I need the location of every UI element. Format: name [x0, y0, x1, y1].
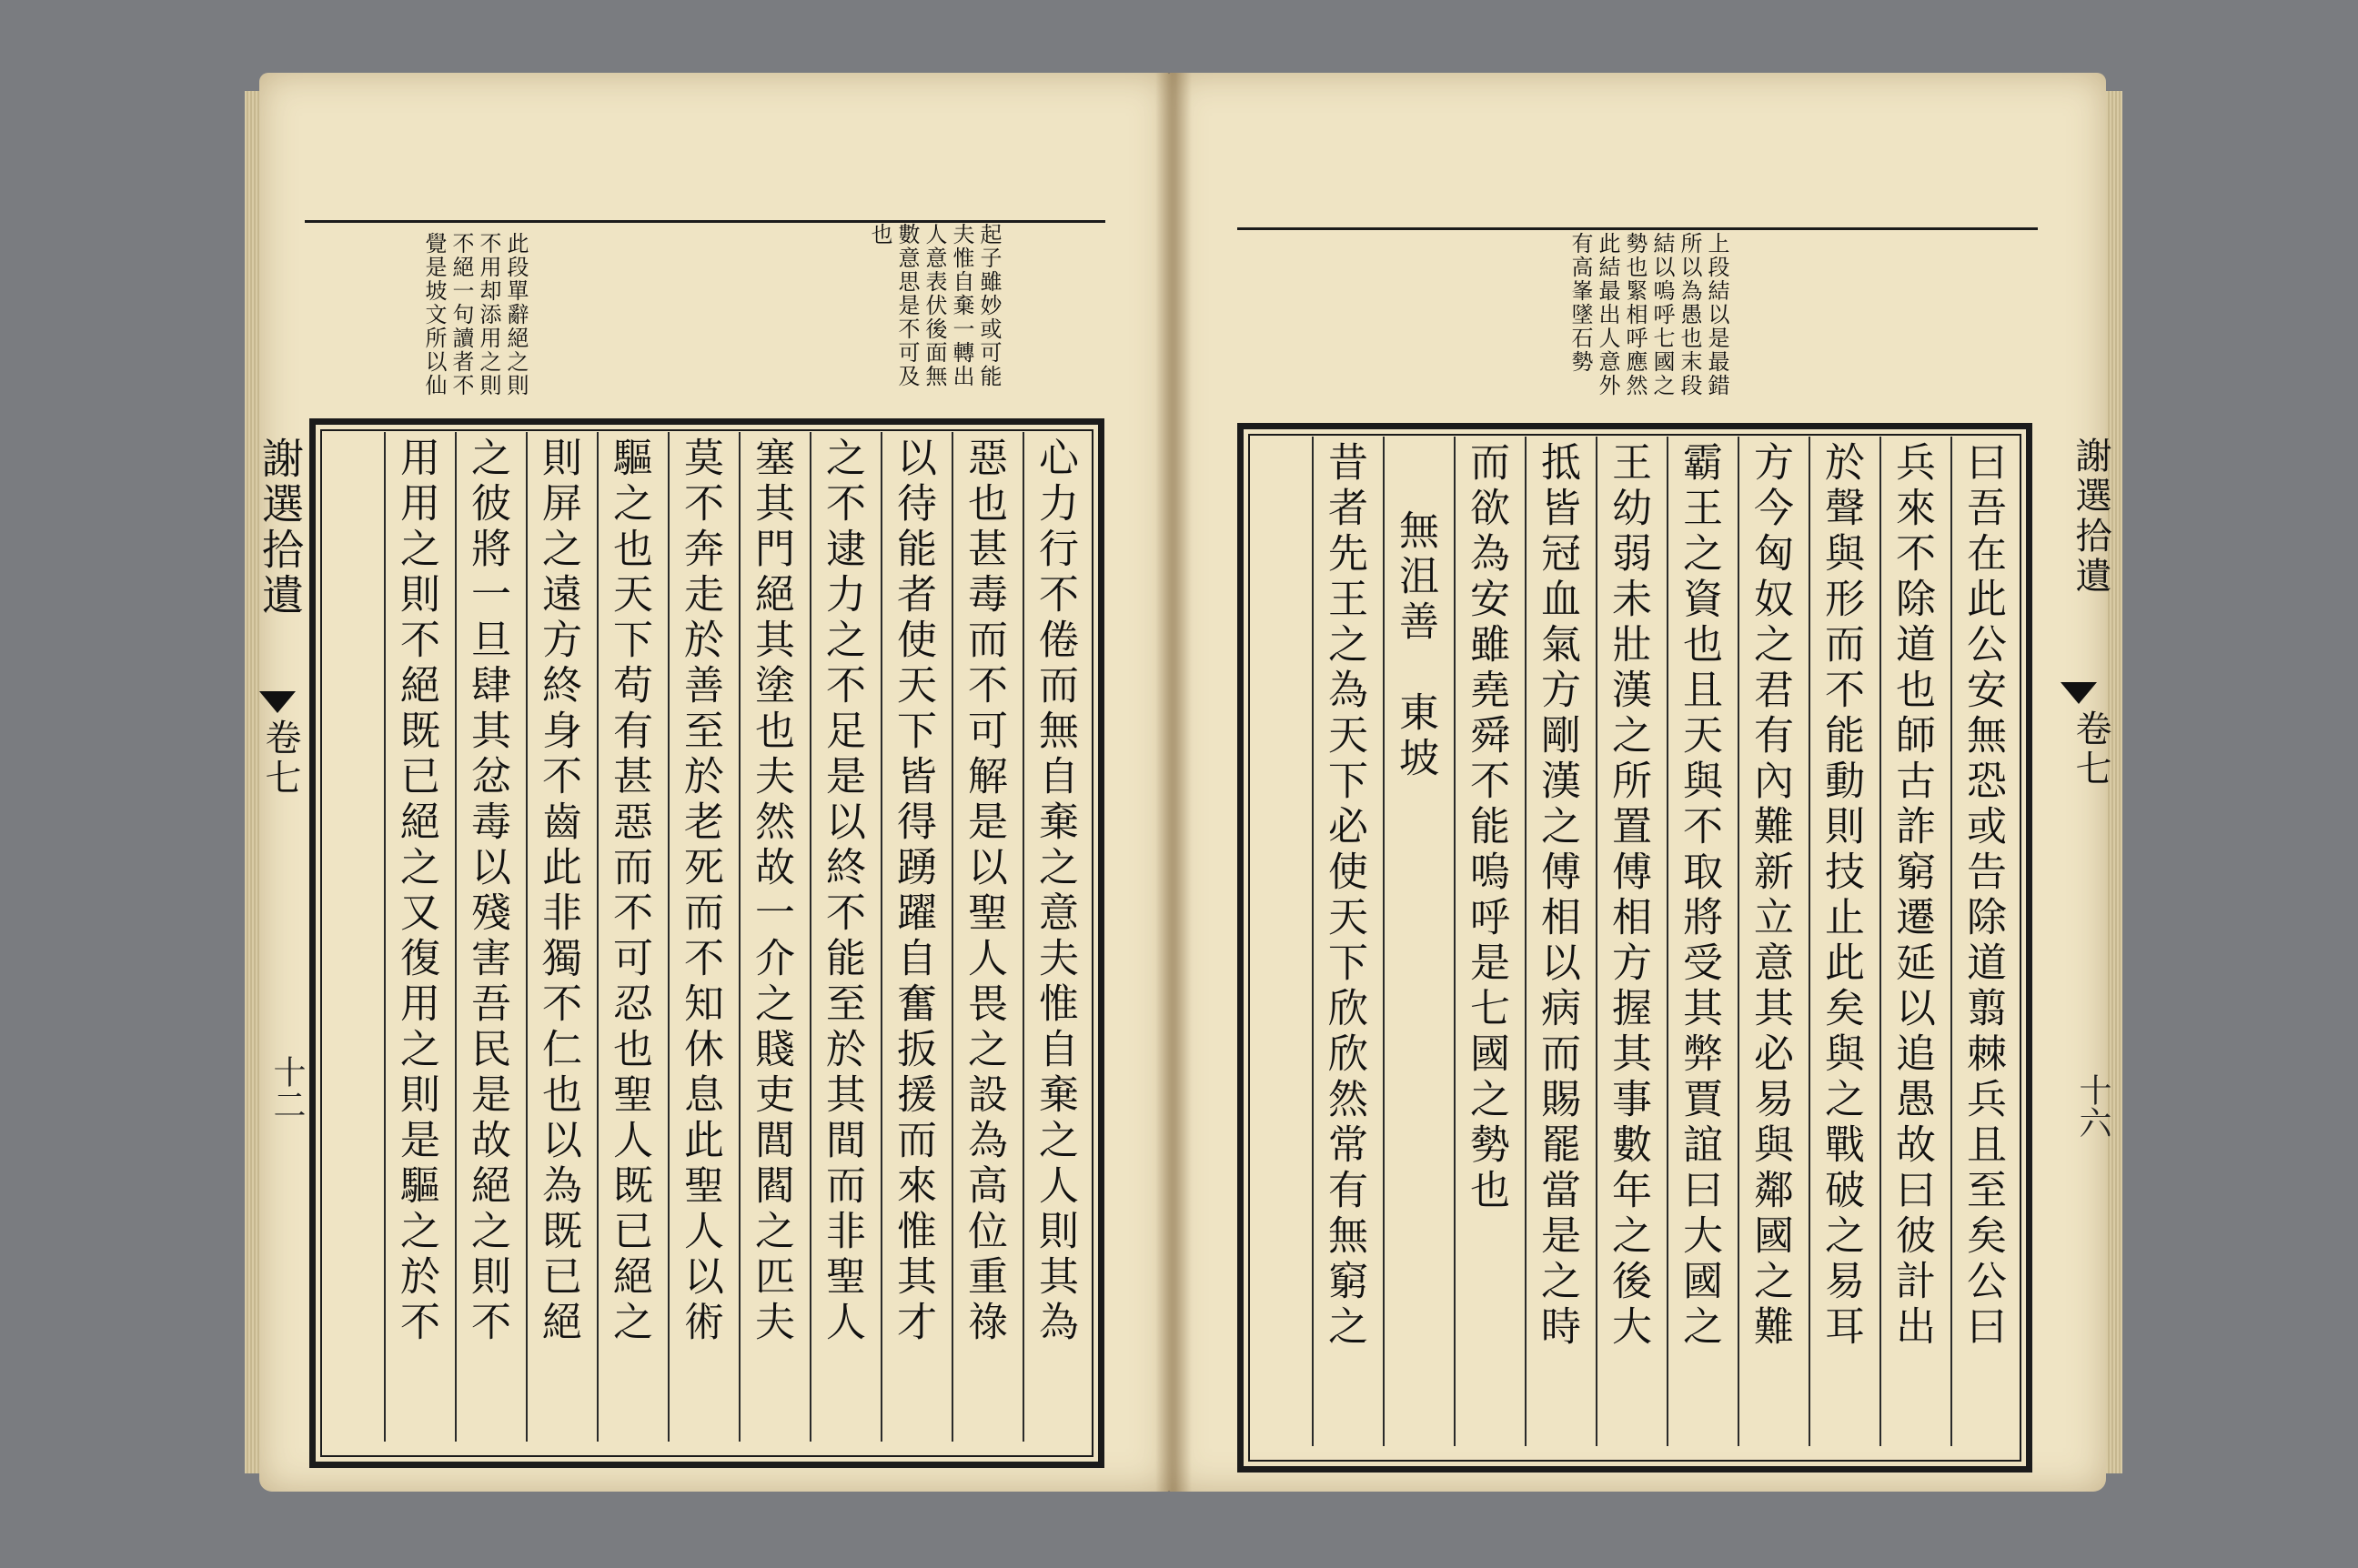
right-text-column-5: 霸王之資也且天與不取將受其弊賈誼曰大國之 — [1676, 441, 1722, 1351]
right-header-rule — [1237, 227, 2038, 230]
column-rule — [739, 432, 741, 1442]
left-text-column-7: 驅之也天下苟有甚惡而不可忍也聖人既已絕之 — [606, 437, 652, 1346]
column-rule — [1312, 437, 1314, 1446]
column-rule — [668, 432, 670, 1442]
column-rule — [1738, 437, 1739, 1446]
right-header-note-3: 結以嗚呼七國之 — [1649, 232, 1675, 397]
left-text-column-5: 塞其門絕其塗也夫然故一介之賤吏閭閻之匹夫 — [748, 437, 794, 1346]
column-rule — [526, 432, 528, 1442]
right-text-column-1: 曰吾在此公安無恐或告除道翦棘兵且至矣公曰 — [1960, 441, 2006, 1351]
column-rule — [455, 432, 457, 1442]
column-rule — [810, 432, 811, 1442]
column-rule — [1950, 437, 1952, 1446]
column-rule — [1525, 437, 1527, 1446]
fish-tail-mark — [2061, 682, 2097, 704]
left-text-column-6: 莫不奔走於善至於老死而不知休息此聖人以術 — [677, 437, 723, 1346]
column-rule — [384, 432, 386, 1442]
right-margin-title: 謝選拾遺 — [2070, 437, 2111, 597]
right-text-column-7: 抵皆冠血氣方剛漢之傅相以病而賜罷當是之時 — [1534, 441, 1580, 1351]
fish-tail-mark — [259, 691, 296, 713]
left-page-number: 十二 — [268, 1055, 306, 1121]
column-rule — [1596, 437, 1597, 1446]
left-header-note-3: 不絕一句讀者不 — [448, 232, 474, 397]
left-text-column-10: 用用之則不絕既已絕之又復用之則是驅之於不 — [393, 437, 439, 1346]
right-text-column-4: 方今匈奴之君有內難新立意其必易與鄰國之難 — [1747, 441, 1793, 1351]
right-header-note-4: 勢也緊相呼應然 — [1622, 232, 1648, 397]
book-gutter — [1155, 73, 1192, 1492]
left-page — [256, 73, 1169, 1492]
left-text-column-1: 心力行不倦而無自棄之意夫惟自棄之人則其為 — [1032, 437, 1078, 1346]
right-header-note-2: 所以為愚也末段 — [1677, 232, 1702, 397]
column-rule — [952, 432, 953, 1442]
right-header-note-6: 有高峯墜石勢 — [1567, 232, 1593, 374]
left-margin-volume: 卷七 — [259, 719, 301, 799]
column-rule — [1667, 437, 1668, 1446]
right-header-note-1: 上段結以是最錯 — [1704, 232, 1729, 397]
left-text-column-4: 之不逮力之不足是以終不能至於其間而非聖人 — [819, 437, 865, 1346]
right-margin-volume: 卷七 — [2070, 709, 2111, 789]
left-header-note-4: 覺是坡文所以仙 — [421, 232, 447, 397]
left-text-column-9: 之彼將一旦肆其忿毒以殘害吾民是故絕之則不 — [464, 437, 510, 1346]
column-rule — [597, 432, 599, 1442]
left-header-note-8: 數意思是不可及 — [894, 223, 920, 388]
left-header-note-5: 起子雖妙或可能 — [976, 223, 1002, 388]
left-margin-title: 謝選拾遺 — [256, 437, 305, 618]
left-header-note-9: 也 — [867, 223, 892, 246]
open-book — [256, 73, 2111, 1492]
column-rule — [1023, 432, 1024, 1442]
right-text-column-9: 無沮善 東坡 — [1392, 509, 1438, 782]
column-rule — [881, 432, 882, 1442]
left-header-note-1: 此段單辭絕之則 — [503, 232, 529, 397]
right-text-column-10: 昔者先王之為天下必使天下欣欣然常有無窮之 — [1321, 441, 1367, 1351]
left-text-column-8: 則屏之遠方終身不齒此非獨不仁也以為既已絕 — [535, 437, 581, 1346]
right-text-column-2: 兵來不除道也師古詐窮遷延以追愚故曰彼計出 — [1889, 441, 1935, 1351]
right-text-column-8: 而欲為安雖堯舜不能嗚呼是七國之勢也 — [1463, 441, 1509, 1214]
column-rule — [1383, 437, 1385, 1446]
left-text-column-3: 以待能者使天下皆得踴躍自奮扳援而來惟其才 — [890, 437, 936, 1346]
right-text-column-3: 於聲與形而不能動則技止此矣與之戰破之易耳 — [1818, 441, 1864, 1351]
left-header-note-6: 夫惟自棄一轉出 — [949, 223, 974, 388]
right-text-column-6: 王幼弱未壯漢之所置傅相方握其事數年之後大 — [1605, 441, 1651, 1351]
column-rule — [1809, 437, 1810, 1446]
column-rule — [1454, 437, 1456, 1446]
column-rule — [1879, 437, 1881, 1446]
right-page-number: 十六 — [2074, 1073, 2111, 1139]
right-header-note-5: 此結最出人意外 — [1595, 232, 1620, 397]
left-header-note-2: 不用却添用之則 — [476, 232, 501, 397]
right-page — [1169, 73, 2111, 1492]
left-header-note-7: 人意表伏後面無 — [922, 223, 947, 388]
left-text-column-2: 惡也甚毒而不可解是以聖人畏之設為高位重祿 — [961, 437, 1007, 1346]
